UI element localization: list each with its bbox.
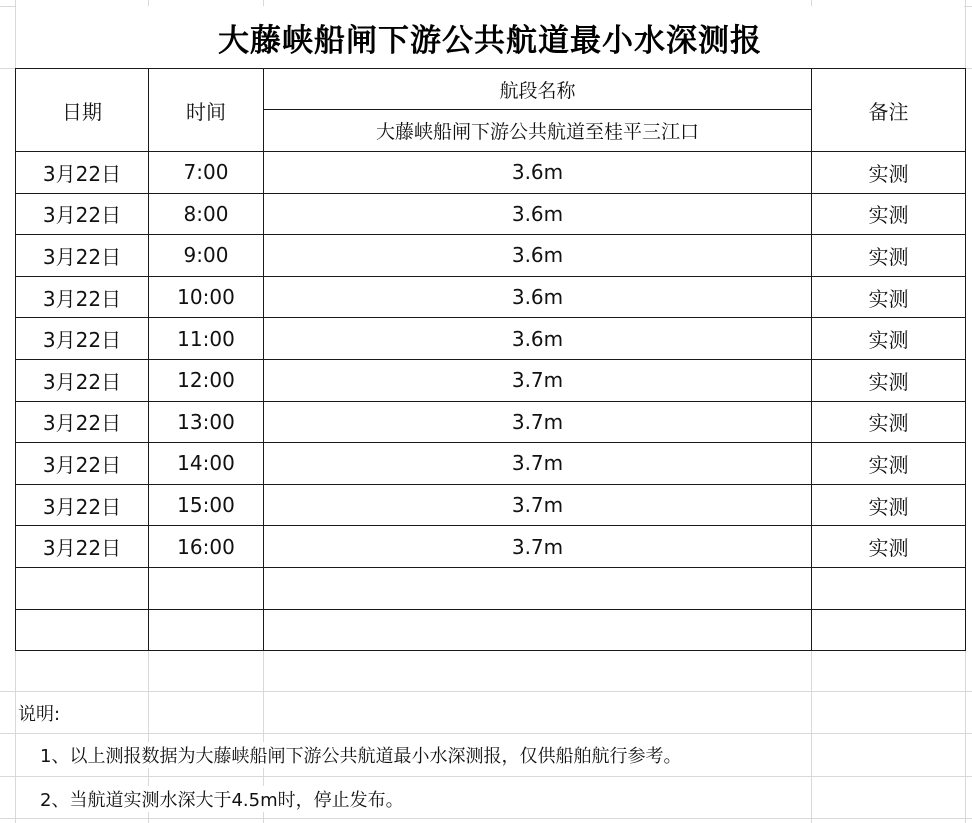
- empty-cell: [812, 609, 966, 651]
- cell-time: 8:00: [149, 193, 264, 235]
- cell-time: 11:00: [149, 318, 264, 360]
- cell-depth: 3.6m: [264, 276, 812, 318]
- table-row: [16, 443, 966, 485]
- header-segment: 大藤峡船闸下游公共航道至桂平三江口: [264, 110, 812, 152]
- cell-date: 3月22日: [16, 152, 149, 194]
- table-row: [16, 152, 966, 194]
- cell-time: 12:00: [149, 359, 264, 401]
- cell-depth: 3.7m: [264, 401, 812, 443]
- cell-remark: 实测: [812, 276, 966, 318]
- cell-time: 16:00: [149, 526, 264, 568]
- cell-date: 3月22日: [16, 276, 149, 318]
- cell-depth: 3.6m: [264, 193, 812, 235]
- report-title: 大藤峡船闸下游公共航道最小水深测报: [16, 6, 964, 68]
- table-row: [16, 235, 966, 277]
- cell-date: 3月22日: [16, 235, 149, 277]
- cell-time: 7:00: [149, 152, 264, 194]
- empty-cell: [16, 567, 149, 609]
- table-row: [16, 318, 966, 360]
- table-row: [16, 193, 966, 235]
- empty-cell: [264, 609, 812, 651]
- note-line-1: 1、以上测报数据为大藤峡船闸下游公共航道最小水深测报，仅供船舶航行参考。: [38, 742, 683, 768]
- cell-remark: 实测: [812, 484, 966, 526]
- empty-row: [16, 567, 966, 609]
- table-row: [16, 276, 966, 318]
- depth-report-table: [15, 68, 966, 651]
- cell-date: 3月22日: [16, 484, 149, 526]
- cell-date: 3月22日: [16, 443, 149, 485]
- notes-label: 说明:: [16, 700, 62, 726]
- cell-date: 3月22日: [16, 359, 149, 401]
- cell-depth: 3.7m: [264, 484, 812, 526]
- cell-time: 14:00: [149, 443, 264, 485]
- cell-depth: 3.6m: [264, 318, 812, 360]
- cell-time: 15:00: [149, 484, 264, 526]
- table-row: [16, 401, 966, 443]
- cell-depth: 3.6m: [264, 152, 812, 194]
- table-row: [16, 359, 966, 401]
- cell-date: 3月22日: [16, 318, 149, 360]
- empty-cell: [149, 609, 264, 651]
- cell-remark: 实测: [812, 193, 966, 235]
- cell-remark: 实测: [812, 401, 966, 443]
- cell-time: 10:00: [149, 276, 264, 318]
- header-date: 日期: [16, 69, 149, 152]
- empty-cell: [812, 567, 966, 609]
- empty-row: [16, 609, 966, 651]
- header-time: 时间: [149, 69, 264, 152]
- cell-depth: 3.7m: [264, 526, 812, 568]
- cell-time: 13:00: [149, 401, 264, 443]
- table-row: [16, 526, 966, 568]
- cell-date: 3月22日: [16, 193, 149, 235]
- cell-remark: 实测: [812, 526, 966, 568]
- cell-remark: 实测: [812, 235, 966, 277]
- header-row-1: [16, 69, 966, 110]
- header-remark: 备注: [812, 69, 966, 152]
- cell-remark: 实测: [812, 443, 966, 485]
- cell-date: 3月22日: [16, 526, 149, 568]
- empty-cell: [149, 567, 264, 609]
- cell-remark: 实测: [812, 359, 966, 401]
- empty-cell: [16, 609, 149, 651]
- cell-date: 3月22日: [16, 401, 149, 443]
- table-row: [16, 484, 966, 526]
- empty-cell: [264, 567, 812, 609]
- cell-time: 9:00: [149, 235, 264, 277]
- cell-depth: 3.7m: [264, 359, 812, 401]
- cell-depth: 3.7m: [264, 443, 812, 485]
- cell-remark: 实测: [812, 318, 966, 360]
- header-segment-name: 航段名称: [264, 69, 812, 110]
- cell-depth: 3.6m: [264, 235, 812, 277]
- note-line-2: 2、当航道实测水深大于4.5m时，停止发布。: [38, 786, 406, 812]
- cell-remark: 实测: [812, 152, 966, 194]
